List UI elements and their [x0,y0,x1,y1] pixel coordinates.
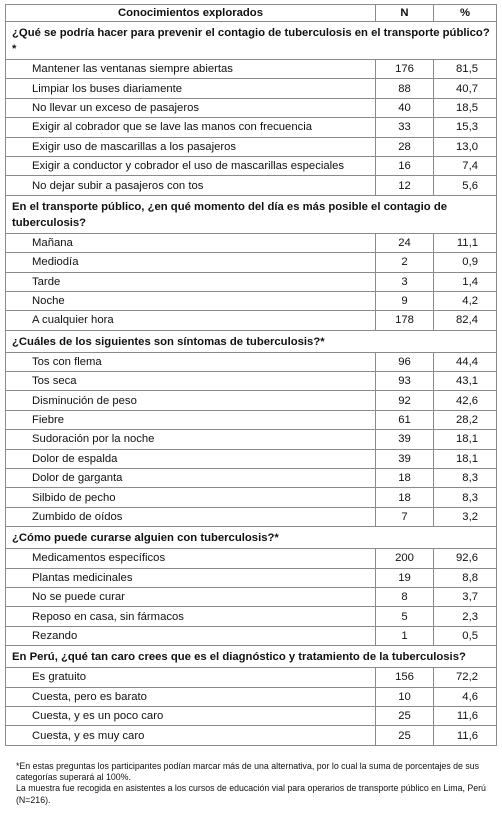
header-n: N [376,5,434,22]
row-percent: 82,4 [434,311,497,330]
row-label: Mediodía [6,253,376,272]
row-percent: 1,4 [434,272,497,291]
table-row [6,272,497,291]
row-count: 8 [376,587,434,606]
table-row [6,253,497,272]
row-percent: 8,3 [434,469,497,488]
table-row [6,176,497,195]
row-label: No se puede curar [6,587,376,606]
row-label: Mantener las ventanas siempre abiertas [6,60,376,79]
row-label: Exigir a conductor y cobrador el uso de mascarillas especiales [6,156,376,175]
row-percent: 4,2 [434,291,497,310]
table-row [6,233,497,252]
row-count: 12 [376,176,434,195]
footnote-sample: La muestra fue recogida en asistentes a los cursos de educación vial para operarios de transporte público en Lima, Perú (N=216). [16,783,486,805]
row-percent: 18,5 [434,98,497,117]
table-row [6,60,497,79]
row-count: 1 [376,626,434,645]
table-row [6,391,497,410]
row-count: 25 [376,706,434,725]
row-percent: 8,3 [434,488,497,507]
section-question: ¿Qué se podría hacer para prevenir el contagio de tuberculosis en el transporte público? * [6,22,497,60]
row-label: Medicamentos específicos [6,549,376,568]
row-label: Cuesta, pero es barato [6,687,376,706]
row-percent: 4,6 [434,687,497,706]
section-header-row [6,330,497,352]
row-percent: 81,5 [434,60,497,79]
table-row [6,98,497,117]
row-count: 3 [376,272,434,291]
table-row [6,549,497,568]
table-row [6,430,497,449]
table-row [6,507,497,526]
table-row [6,607,497,626]
row-count: 96 [376,352,434,371]
row-count: 7 [376,507,434,526]
table-row [6,118,497,137]
row-count: 18 [376,469,434,488]
header-percent: % [434,5,497,22]
row-label: Silbido de pecho [6,488,376,507]
row-count: 88 [376,79,434,98]
row-count: 39 [376,430,434,449]
table-row [6,726,497,745]
row-percent: 13,0 [434,137,497,156]
row-percent: 5,6 [434,176,497,195]
row-percent: 43,1 [434,372,497,391]
row-label: Es gratuito [6,668,376,687]
table-row [6,568,497,587]
row-label: No llevar un exceso de pasajeros [6,98,376,117]
row-count: 5 [376,607,434,626]
row-label: Zumbido de oídos [6,507,376,526]
row-label: No dejar subir a pasajeros con tos [6,176,376,195]
table-row [6,469,497,488]
table-row [6,352,497,371]
section-question: En Perú, ¿qué tan caro crees que es el diagnóstico y tratamiento de la tuberculosis? [6,646,497,668]
row-percent: 72,2 [434,668,497,687]
row-label: Exigir uso de mascarillas a los pasajeros [6,137,376,156]
row-label: Limpiar los buses diariamente [6,79,376,98]
table-row [6,137,497,156]
row-label: A cualquier hora [6,311,376,330]
row-count: 156 [376,668,434,687]
section-header-row [6,646,497,668]
table-row [6,311,497,330]
row-count: 18 [376,488,434,507]
row-label: Rezando [6,626,376,645]
row-count: 2 [376,253,434,272]
row-count: 92 [376,391,434,410]
section-question: En el transporte público, ¿en qué momento del día es más posible el contagio de tuberculosis? [6,195,497,233]
row-percent: 18,1 [434,449,497,468]
section-header-row [6,527,497,549]
table-row [6,587,497,606]
row-percent: 3,7 [434,587,497,606]
row-label: Tos con flema [6,352,376,371]
table-row [6,626,497,645]
row-percent: 11,6 [434,726,497,745]
row-count: 40 [376,98,434,117]
row-percent: 0,9 [434,253,497,272]
row-percent: 7,4 [434,156,497,175]
row-percent: 18,1 [434,430,497,449]
table-row [6,156,497,175]
section-question: ¿Cómo puede curarse alguien con tuberculosis?* [6,527,497,549]
row-count: 61 [376,410,434,429]
row-label: Cuesta, y es muy caro [6,726,376,745]
table-header-row [6,5,497,22]
row-percent: 92,6 [434,549,497,568]
table-row [6,668,497,687]
row-percent: 8,8 [434,568,497,587]
table-body [6,22,497,746]
row-count: 25 [376,726,434,745]
row-count: 10 [376,687,434,706]
row-percent: 40,7 [434,79,497,98]
header-conocimientos: Conocimientos explorados [6,5,376,22]
row-percent: 28,2 [434,410,497,429]
table-row [6,706,497,725]
row-label: Tos seca [6,372,376,391]
row-percent: 0,5 [434,626,497,645]
table-row [6,488,497,507]
row-label: Noche [6,291,376,310]
row-label: Dolor de garganta [6,469,376,488]
row-label: Mañana [6,233,376,252]
row-count: 24 [376,233,434,252]
table-row [6,79,497,98]
row-percent: 44,4 [434,352,497,371]
row-percent: 2,3 [434,607,497,626]
table-footnotes [16,761,486,806]
table-row [6,372,497,391]
row-count: 19 [376,568,434,587]
row-label: Plantas medicinales [6,568,376,587]
row-label: Exigir al cobrador que se lave las manos con frecuencia [6,118,376,137]
row-count: 33 [376,118,434,137]
row-count: 93 [376,372,434,391]
row-label: Reposo en casa, sin fármacos [6,607,376,626]
row-count: 28 [376,137,434,156]
section-question: ¿Cuáles de los siguientes son síntomas de tuberculosis?* [6,330,497,352]
row-percent: 15,3 [434,118,497,137]
table-row [6,687,497,706]
footnote-multiple-answers: *En estas preguntas los participantes podían marcar más de una alternativa, por lo cual la suma de porcentajes de sus categorías superará al 100%. [16,761,480,783]
row-percent: 11,1 [434,233,497,252]
row-count: 16 [376,156,434,175]
table-row [6,291,497,310]
section-header-row [6,195,497,233]
row-percent: 42,6 [434,391,497,410]
table-row [6,449,497,468]
row-label: Disminución de peso [6,391,376,410]
row-count: 39 [376,449,434,468]
row-percent: 11,6 [434,706,497,725]
row-label: Sudoración por la noche [6,430,376,449]
section-header-row [6,22,497,60]
row-count: 178 [376,311,434,330]
row-label: Cuesta, y es un poco caro [6,706,376,725]
row-label: Tarde [6,272,376,291]
row-count: 9 [376,291,434,310]
row-count: 176 [376,60,434,79]
row-label: Fiebre [6,410,376,429]
row-percent: 3,2 [434,507,497,526]
row-count: 200 [376,549,434,568]
table-row [6,410,497,429]
knowledge-table [5,4,497,746]
row-label: Dolor de espalda [6,449,376,468]
